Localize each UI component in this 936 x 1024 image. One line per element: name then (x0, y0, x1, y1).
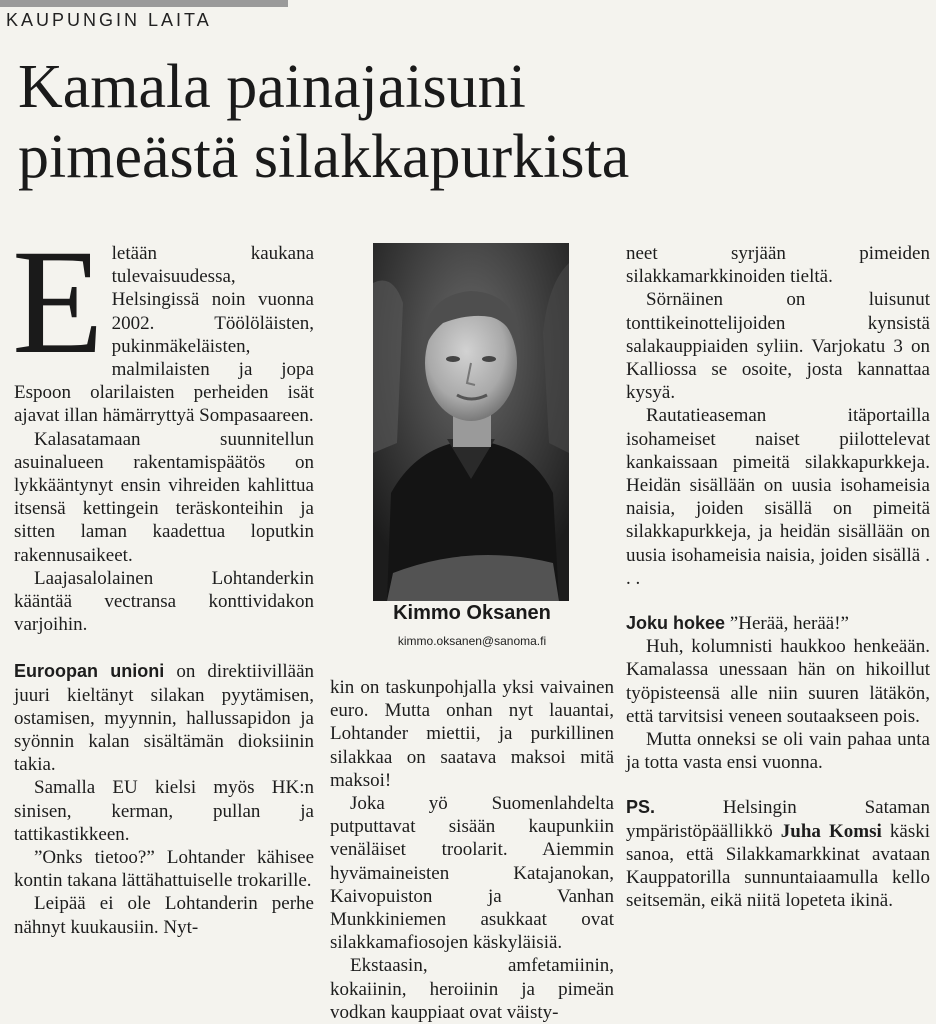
author-photo (373, 243, 569, 601)
headline-line-2: pimeästä silakkapurkista (18, 123, 630, 191)
byline-name: Kimmo Oksanen (393, 602, 551, 624)
paragraph (12, 219, 314, 428)
paragraph (14, 660, 314, 776)
paragraph: Rautatieaseman itäportailla isohameiset naiset piilottelevat kankaissaan pimeitä silakkapurkkeja. Heidän sisällään on uusia isohameisia naisia, joiden sisällä on pimeitä silakkapurkkeja, ja heidän sisällään on uusia isohameisia naisia, joiden sisällä . . . (626, 405, 930, 589)
portrait-illustration (373, 243, 569, 601)
paragraph: Mutta onneksi se oli vain pahaa unta ja totta vasta ensi vuonna. (626, 729, 930, 774)
paragraph: Joka yö Suomenlahdelta putputtavat sisään kaupunkiin venäläiset troolarit. Aiemmin hyvämaineisten Katajanokan, Kaivopuiston ja Vanhan Munkkiniemen asukkaat ovat silakkamafiosojen käskyläisiä. (330, 793, 614, 954)
drop-cap: E (12, 219, 104, 385)
paragraph-text: Helsingin Sataman ympäristöpäällikkö (626, 797, 930, 842)
paragraph: neet syrjään pimeiden silakkamarkkinoiden tieltä. (626, 243, 930, 288)
headline (18, 52, 928, 192)
ps-lead: PS. (626, 797, 656, 818)
column-2 (330, 676, 614, 1024)
paragraph: Ekstaasin, amfetamiinin, kokaiinin, heroiinin ja pimeän vodkan kauppiaat ovat väisty- (330, 955, 614, 1023)
lead-in: Euroopan unioni (14, 661, 165, 682)
paragraph-text: letään kaukana tulevaisuudessa, Helsingissä noin vuonna 2002. Töölöläisten, pukinmäkeläisten, malmilaisten ja jopa Espoon olarilaisten perheiden isät ajavat illan hämärryttyä Sompasaareen. (14, 243, 314, 427)
paragraph-text: käski sanoa, että Silakkamarkkinat avataan Kauppatorilla sunnuntaiaamulla kello seitsemän, eikä niitä lopeteta ikinä. (626, 820, 931, 912)
paragraph: Huh, kolumnisti haukkoo henkeään. Kamalassa unessaan hän on hikoillut työpisteensä alle niin suuren lätäkön, että tarvitsisi veneen soutaakseen pois. (626, 636, 930, 727)
paragraph: Sörnäinen on luisunut tonttikeinottelijoiden kynsistä salakauppiaiden syliin. Varjokatu 3 on Kalliossa se osoite, josta kannattaa kysyä. (626, 289, 930, 404)
paragraph: kin on taskunpohjalla yksi vaivainen euro. Mutta onhan nyt lauantai, Lohtander miettii, ja purkillinen silakkaa on saatava maksoi mitä maksoi! (330, 677, 614, 791)
paragraph: ”Onks tietoo?” Lohtander kähisee kontin takana lättähattuiselle trokarille. (14, 847, 314, 892)
paragraph-gap (626, 590, 930, 612)
paragraph-text: ”Herää, herää!” (725, 613, 849, 635)
person-name: Juha Komsi (780, 820, 882, 842)
byline-email: kimmo.oksanen@sanoma.fi (397, 634, 547, 648)
paragraph-gap (626, 774, 930, 796)
paragraph: Kalasatamaan suunnitellun asuinalueen rakentamispäätös on lykkääntynyt ensin vihreiden kahlittua itsensä kettingein teräskonteihin ja sitten laman kaadettua loputkin rakennusaikeet. (14, 428, 314, 566)
section-bar (0, 0, 288, 7)
section-label: KAUPUNGIN LAITA (6, 10, 212, 30)
postscript (626, 796, 930, 912)
column-1 (12, 219, 314, 939)
column-3 (626, 242, 930, 912)
paragraph: Laajasalolainen Lohtanderkin kääntää vectransa konttividakon varjoihin. (14, 567, 314, 636)
lead-in: Joku hokee (626, 613, 726, 634)
paragraph (626, 612, 930, 635)
paragraph-text: on direktiivillään juuri kieltänyt silakan pyytämisen, ostamisen, myynnin, hallussapidon ja syönnin kalan sisältämän dioksiinin takia. (14, 661, 314, 776)
headline-line-1: Kamala painajaisuni (18, 53, 526, 121)
paragraph: Leipää ei ole Lohtanderin perhe nähnyt kuukausiin. Nyt- (14, 893, 314, 938)
paragraph: Samalla EU kielsi myös HK:n sinisen, kerman, pullan ja tattikastikkeen. (14, 777, 314, 845)
paragraph-gap (14, 636, 314, 660)
